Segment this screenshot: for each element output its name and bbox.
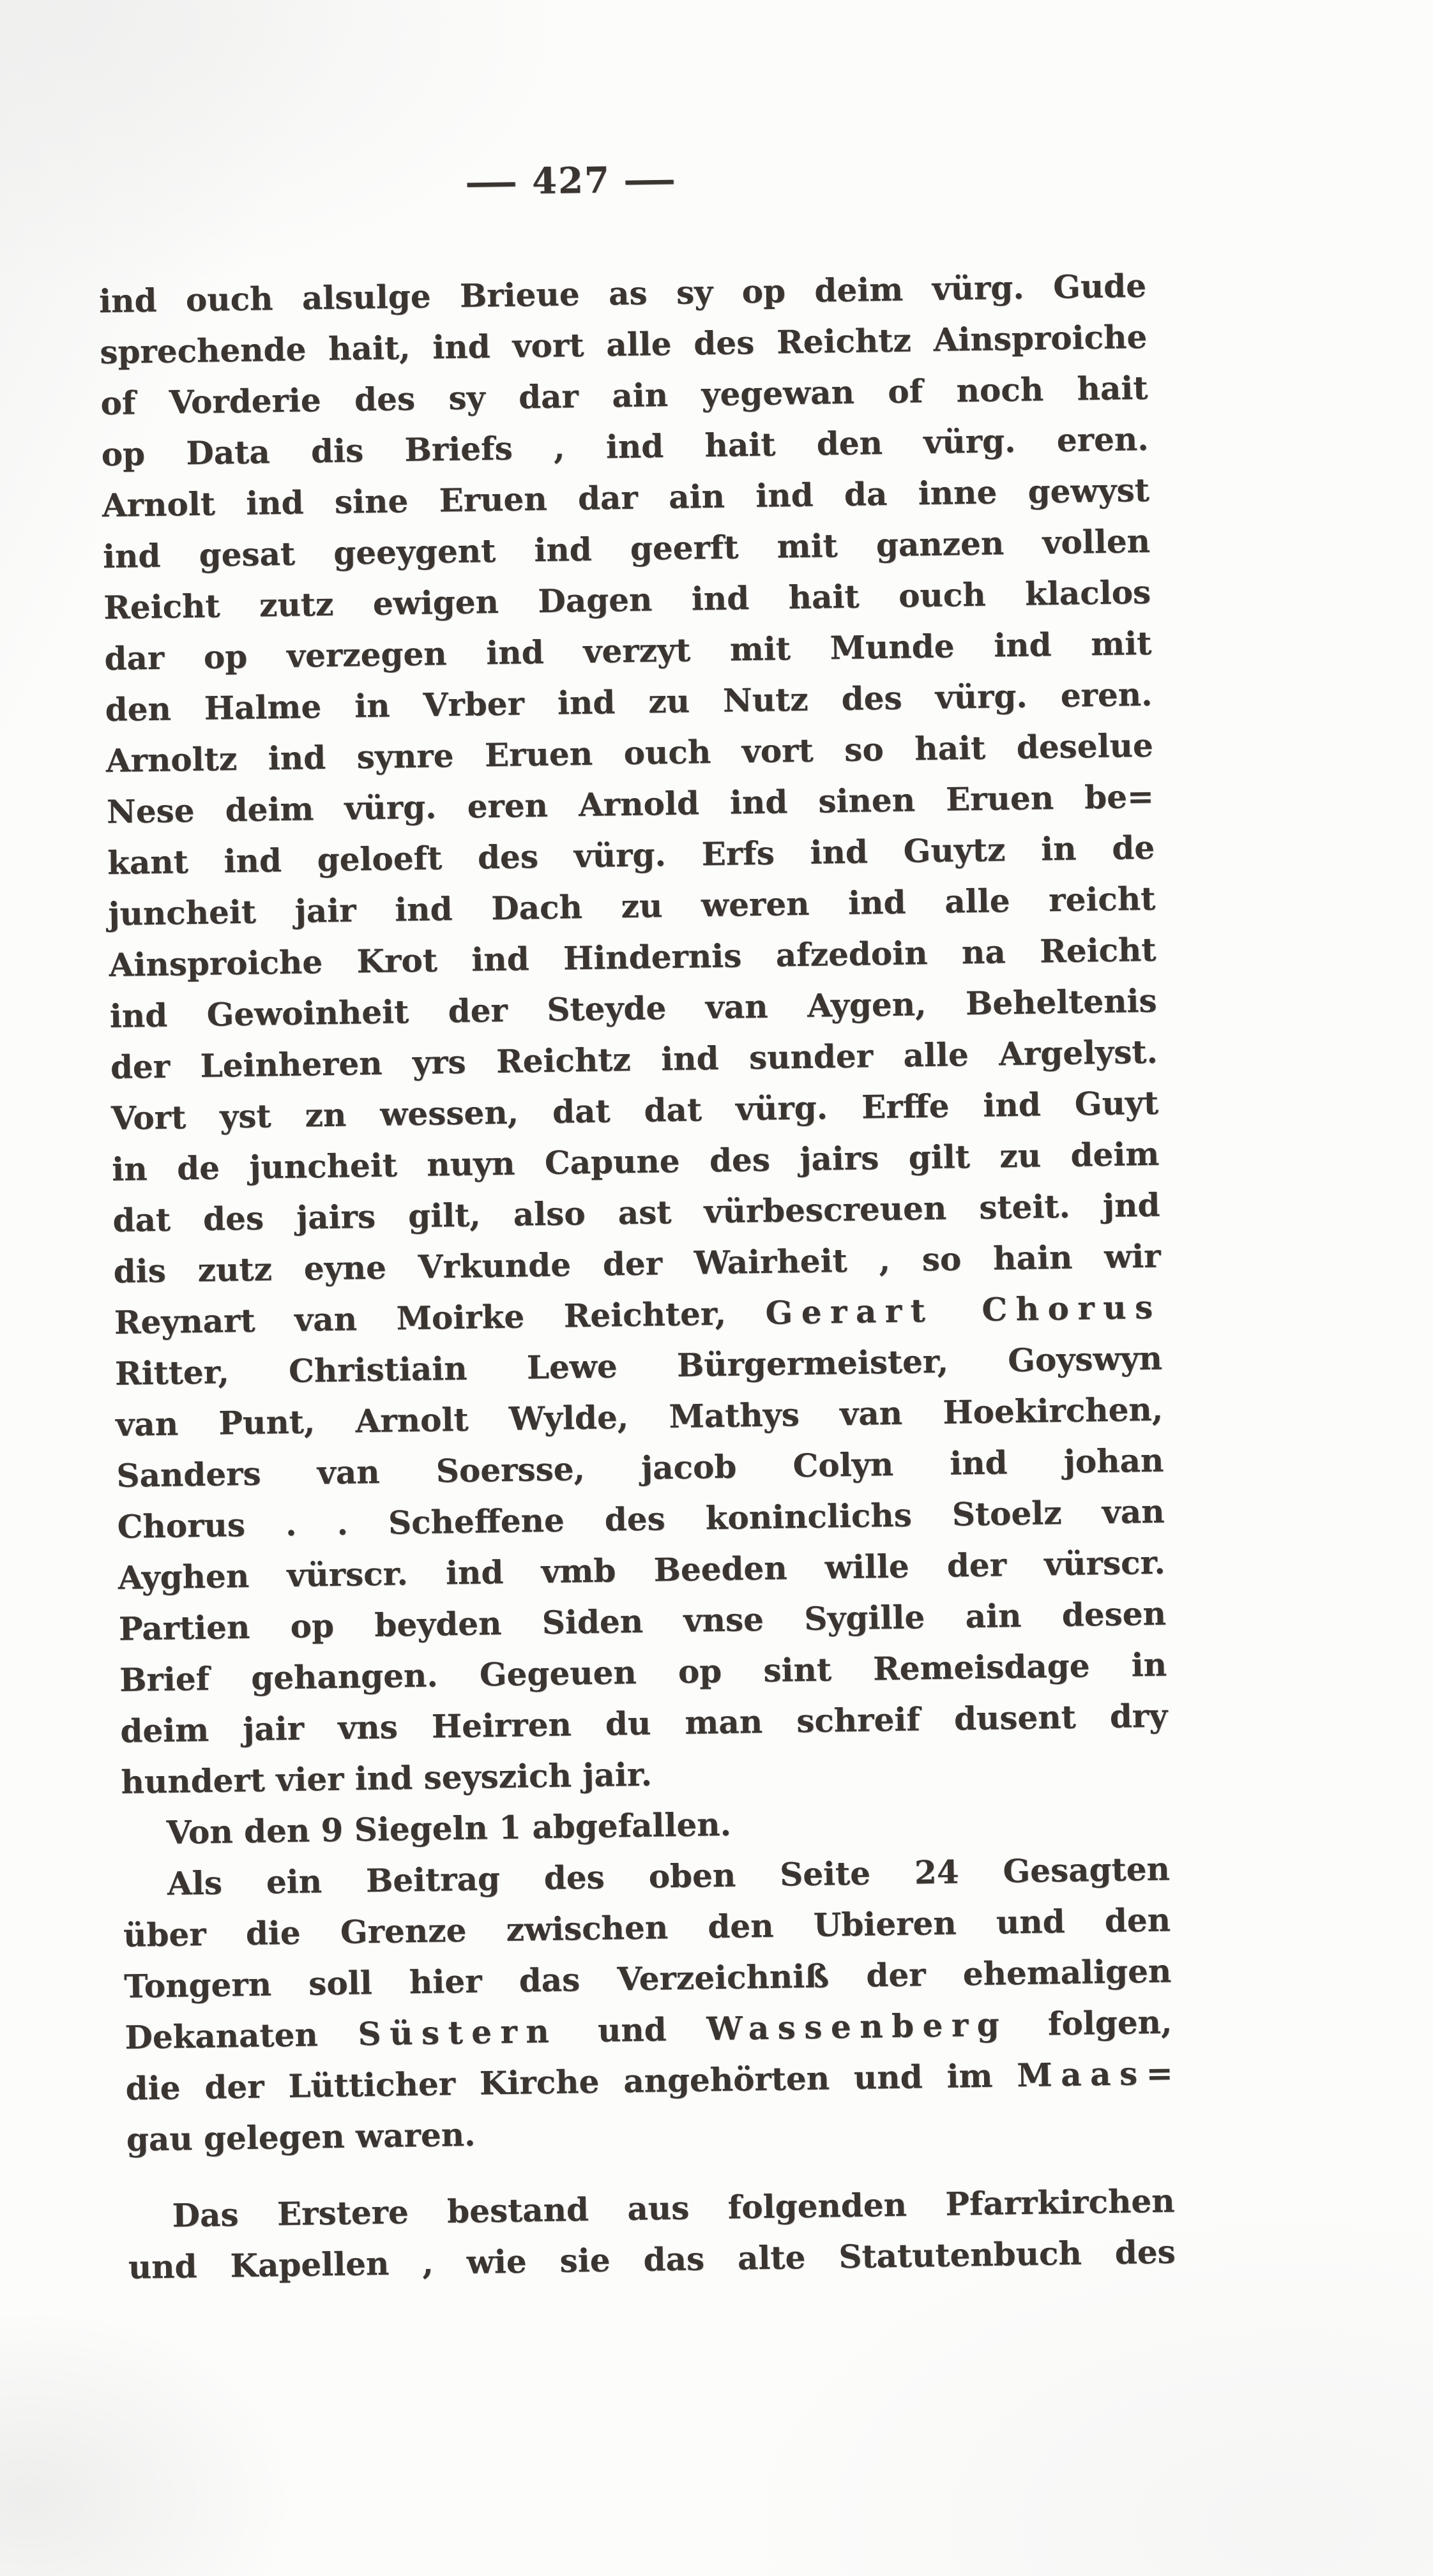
text-segment: juncheit jair ind Dach zu weren ind alle reicht <box>107 879 1156 933</box>
text-block <box>99 260 1176 2293</box>
header-rule-left: — <box>463 160 520 204</box>
text-segment: kant ind geloeft des vürg. Erfs ind Guytz in de <box>107 828 1155 882</box>
text-segment: der Leinheren yrs Reichtz ind sunder alle Argelyst. <box>110 1032 1158 1086</box>
letterspaced-text: Wassenberg <box>706 2005 1008 2048</box>
text-segment: hundert vier ind seyszich jair. <box>121 1755 653 1801</box>
text-segment: Als ein Beitrag des oben Seite 24 Gesagten <box>167 1849 1171 1902</box>
text-segment: Reynart van Moirke Reichter, <box>114 1293 766 1341</box>
text-segment: Vort yst zn wessen, dat dat vürg. Erffe ind Guyt <box>110 1083 1159 1137</box>
text-segment: = <box>1146 2054 1173 2093</box>
letterspaced-text: Maas <box>1016 2054 1147 2095</box>
text-segment: gau gelegen waren. <box>126 2115 476 2158</box>
page-content <box>95 0 1176 2293</box>
text-segment: ind gesat geeygent ind geerft mit ganzen vollen <box>102 522 1151 576</box>
text-segment: ind Gewoinheit der Steyde van Aygen, Beheltenis <box>109 981 1157 1036</box>
text-segment: of Vorderie des sy dar ain yegewan of noch hait <box>100 368 1148 423</box>
text-segment: Nese deim vürg. eren Arnold ind sinen Eruen be= <box>106 777 1155 831</box>
text-segment: Partien op beyden Siden vnse Sygille ain desen <box>118 1594 1167 1648</box>
text-segment: Das Erstere bestand aus folgenden Pfarrkirchen <box>172 2181 1175 2234</box>
page-header <box>47 154 1095 207</box>
text-segment: Reicht zutz ewigen Dagen ind hait ouch klaclos <box>103 573 1151 627</box>
text-segment: Von den 9 Siegeln 1 abgefallen. <box>166 1805 732 1851</box>
text-segment: dar op verzegen ind verzyt mit Munde ind mit <box>103 624 1152 678</box>
text-segment: Dekanaten <box>125 2015 358 2056</box>
text-segment: Tongern soll hier das Verzeichniß der ehemaligen <box>123 1952 1172 2005</box>
text-segment: in de juncheit nuyn Capune des jairs gilt zu deim <box>111 1134 1160 1188</box>
text-segment: Sanders van Soersse, jacob Colyn ind johan <box>116 1441 1164 1495</box>
text-segment: sprechende hait, ind vort alle des Reichtz Ainsproiche <box>99 317 1148 372</box>
text-segment: den Halme in Vrber ind zu Nutz des vürg. eren. <box>105 675 1153 729</box>
text-segment: dat des jairs gilt, also ast vürbescreuen steit. jnd <box>112 1186 1160 1239</box>
text-segment: ind ouch alsulge Brieue as sy op deim vürg. Gude <box>98 266 1147 320</box>
text-segment: dis zutz eyne Vrkunde der Wairheit , so hain wir <box>113 1237 1161 1290</box>
text-segment: Arnoltz ind synre Eruen ouch vort so hait deselue <box>105 726 1154 780</box>
text-segment: Ainsproiche Krot ind Hindernis afzedoin na Reicht <box>109 930 1156 984</box>
text-segment: über die Grenze zwischen den Ubieren und den <box>123 1901 1171 1954</box>
text-segment: Ritter, Christiain Lewe Bürgermeister, Goyswyn <box>114 1339 1163 1392</box>
text-segment: Ayghen vürscr. ind vmb Beeden wille der vürscr. <box>118 1543 1166 1597</box>
header-rule-right: — <box>622 158 679 201</box>
letterspaced-text: Gerart Chorus <box>765 1288 1162 1332</box>
text-segment: Brief gehangen. Gegeuen op sint Remeisdage in <box>119 1645 1167 1699</box>
text-segment: deim jair vns Heirren du man schreif dusent dry <box>119 1696 1168 1750</box>
text-segment: und <box>557 2010 707 2050</box>
text-segment: die der Lütticher Kirche angehörten und im <box>125 2056 1017 2107</box>
text-segment: und Kapellen , wie sie das alte Statutenbuch des <box>128 2233 1176 2286</box>
page-number: 427 <box>531 159 611 203</box>
text-segment: Chorus . . Scheffene des koninclichs Stoelz van <box>117 1492 1165 1546</box>
text-segment: op Data dis Briefs , ind hait den vürg. eren. <box>101 419 1149 474</box>
text-segment: folgen, <box>1007 2003 1172 2044</box>
letterspaced-text: Süstern <box>358 2012 558 2053</box>
text-segment: van Punt, Arnolt Wylde, Mathys van Hoekirchen, <box>115 1390 1164 1443</box>
text-segment: Arnolt ind sine Eruen dar ain ind da inne gewyst <box>102 471 1150 525</box>
